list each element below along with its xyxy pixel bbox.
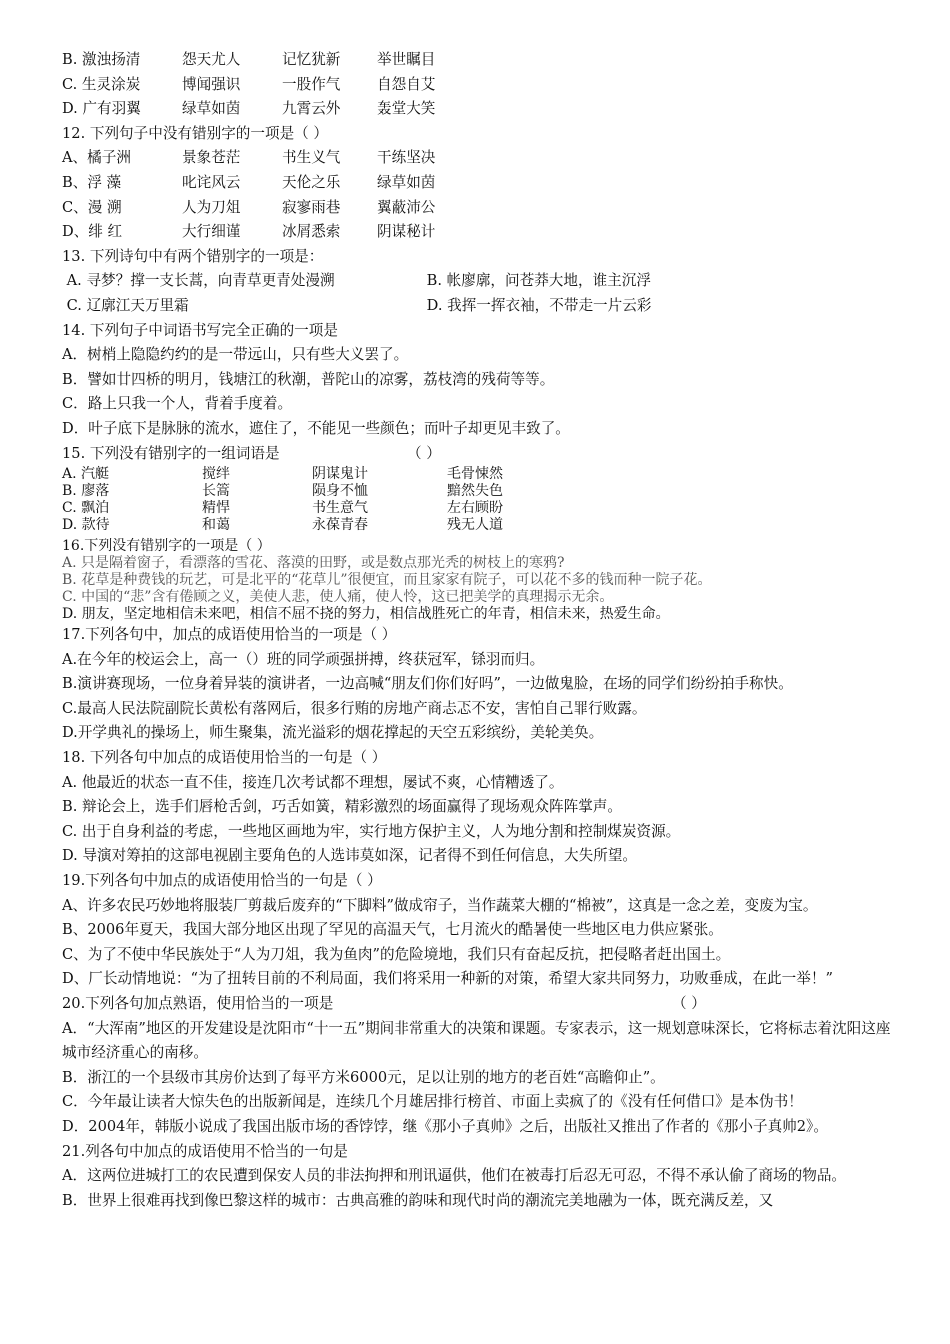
- option-line: B．浙江的一个县级市其房价达到了每平方米6000元，足以让别的地方的老百姓“高瞻仰止”。: [62, 1068, 665, 1086]
- question-12: 12. 下列句子中没有错别字的一项是（ ）: [62, 124, 328, 142]
- option-cell: 天伦之乐: [282, 173, 341, 191]
- question-14: 14. 下列句子中词语书写完全正确的一项是: [62, 321, 338, 339]
- option-cell: 毛骨悚然: [447, 466, 503, 483]
- option-cell: 精悍: [202, 500, 230, 517]
- option-cell: 绿草如茵: [377, 173, 436, 191]
- option-cell: 阴谋秘计: [377, 223, 436, 241]
- option-cell: 干练坚决: [377, 149, 436, 167]
- question-18: 18. 下列各句中加点的成语使用恰当的一句是（ ）: [62, 749, 387, 767]
- q11-options: [62, 48, 892, 122]
- option-row: [62, 48, 892, 73]
- option-cell: 阴谋鬼计: [312, 466, 368, 483]
- option-line: B.演讲赛现场，一位身着异装的演讲者，一边高喊“朋友们你们好吗”，一边做鬼脸，在场的同学们纷纷拍手称快。: [62, 675, 793, 693]
- question-17: 17.下列各句中，加点的成语使用恰当的一项是（ ）: [62, 626, 397, 644]
- option-cell: 黯然失色: [447, 483, 503, 500]
- option-row: [62, 466, 892, 483]
- question-21: 21.列各句中加点的成语使用不恰当的一句是: [62, 1142, 348, 1160]
- option-cell: D、绯 红: [62, 223, 123, 241]
- question-16: 16.下列没有错别字的一项是（ ）: [62, 538, 271, 555]
- option-cell: A. 寻梦？撑一支长蒿，向青草更青处漫溯: [66, 272, 335, 290]
- option-row: [62, 500, 892, 517]
- option-row: [62, 483, 892, 500]
- option-cell: B、浮 藻: [62, 173, 122, 191]
- option-line: A. 他最近的状态一直不佳，接连几次考试都不理想，屡试不爽，心情糟透了。: [62, 773, 564, 791]
- option-cell: 寂寥雨巷: [282, 198, 341, 216]
- option-cell: C. 生灵涂炭: [62, 75, 141, 93]
- option-line: D．叶子底下是脉脉的流水，遮住了，不能见一些颜色；而叶子却更见丰致了。: [62, 419, 570, 437]
- option-cell: A、橘子洲: [62, 149, 131, 167]
- option-row: [62, 171, 892, 196]
- option-cell: 残无人道: [447, 517, 503, 534]
- option-cell: A. 汽艇: [62, 466, 110, 483]
- option-cell: 博闻强识: [182, 75, 241, 93]
- option-cell: 左右顾盼: [447, 500, 503, 517]
- option-cell: 绿草如茵: [182, 100, 241, 118]
- option-line: A. 只是隔着窗子，看漂落的雪花、落漠的田野，或是数点那光秃的树枝上的寒鸦?: [62, 555, 565, 572]
- option-cell: 长篙: [202, 483, 230, 500]
- option-row: [62, 196, 892, 221]
- answer-paren: （ ）: [672, 995, 706, 1012]
- question-text: 15. 下列没有错别字的一组词语是: [62, 444, 280, 462]
- option-cell: 一股作气: [282, 75, 341, 93]
- option-cell: 和蔼: [202, 517, 230, 534]
- option-cell: 九霄云外: [282, 100, 341, 118]
- option-cell: C. 飘泊: [62, 500, 110, 517]
- option-row: [62, 73, 892, 98]
- q12-options: [62, 146, 892, 244]
- option-cell: 搅绊: [202, 466, 230, 483]
- q13-options: [62, 269, 892, 318]
- option-line: C．路上只我一个人，背着手度着。: [62, 395, 293, 413]
- question-15: [62, 442, 892, 467]
- option-cell: C、漫 溯: [62, 198, 122, 216]
- answer-paren: （ ）: [407, 444, 441, 462]
- option-line: A．这两位进城打工的农民遭到保安人员的非法拘押和刑讯逼供，他们在被毒打后忍无可忍，不得不承认偷了商场的物品。: [62, 1167, 847, 1185]
- option-cell: 人为刀俎: [182, 198, 241, 216]
- option-cell: 叱诧风云: [182, 173, 241, 191]
- option-line: C.最高人民法院副院长黄松有落网后，很多行贿的房地产商忐忑不安，害怕自己罪行败露。: [62, 699, 647, 717]
- option-row: [62, 517, 892, 534]
- option-cell: 冰屑悉索: [282, 223, 341, 241]
- option-line: B．譬如廿四桥的明月，钱塘江的秋潮，普陀山的凉雾，荔枝湾的残荷等等。: [62, 370, 555, 388]
- option-cell: D. 我挥一挥衣袖，不带走一片云彩: [426, 296, 652, 314]
- option-line: D.开学典礼的操场上，师生聚集，流光溢彩的烟花撑起的天空五彩缤纷，美轮美奂。: [62, 724, 604, 742]
- option-line: B. 辩论会上，选手们唇枪舌剑，巧舌如簧，精彩激烈的场面赢得了现场观众阵阵掌声。: [62, 798, 622, 816]
- option-cell: D. 款待: [62, 517, 110, 534]
- option-row: [62, 269, 892, 294]
- option-line: B. 花草是种费钱的玩艺，可是北平的“花草儿”很便宜，而且家家有院子，可以花不多的钱而种一院子花。: [62, 572, 712, 589]
- option-cell: 景象苍茫: [182, 149, 241, 167]
- option-cell: 翼蔽沛公: [377, 198, 436, 216]
- option-cell: 自怨自艾: [377, 75, 436, 93]
- option-line: D、厂长动情地说：“为了扭转目前的不利局面，我们将采用一种新的对策，希望大家共同努力，功败垂成，在此一举！”: [62, 970, 833, 988]
- option-cell: B. 帐廖廓，问苍莽大地，谁主沉浮: [426, 272, 651, 290]
- option-cell: B. 廖落: [62, 483, 110, 500]
- option-line: C. 出于自身利益的考虑，一些地区画地为牢，实行地方保护主义，人为地分割和控制煤炭资源。: [62, 822, 681, 840]
- option-line: B、2006年夏天，我国大部分地区出现了罕见的高温天气，七月流火的酷暑使一些地区电力供应紧张。: [62, 921, 723, 939]
- q15-options: [62, 466, 892, 534]
- option-line: D．2004年，韩版小说成了我国出版市场的香饽饽，继《那小子真帅》之后，出版社又推出了作者的《那小子真帅2》。: [62, 1117, 828, 1135]
- option-line: D. 朋友，坚定地相信未来吧，相信不屈不挠的努力，相信战胜死亡的年青，相信未来，热爱生命。: [62, 606, 670, 623]
- option-row: [62, 146, 892, 171]
- option-line: C、为了不使中华民族处于“人为刀俎，我为鱼肉”的危险境地，我们只有奋起反抗，把侵略者赶出国土。: [62, 945, 731, 963]
- option-cell: 书生意气: [312, 500, 368, 517]
- option-line: A．“大浑南”地区的开发建设是沈阳市“十一五”期间非常重大的决策和课题。专家表示，这一规划意味深长，它将标志着沈阳这座城市经济重心的南移。: [62, 1019, 891, 1062]
- option-line: B．世界上很难再找到像巴黎这样的城市：古典高雅的韵味和现代时尚的潮流完美地融为一体，既充满反差，又: [62, 1191, 774, 1209]
- option-cell: D. 广有羽翼: [62, 100, 141, 118]
- option-row: [62, 294, 892, 319]
- question-20: [62, 992, 892, 1017]
- option-cell: 永葆青春: [312, 517, 368, 534]
- option-line: A．树梢上隐隐约约的是一带远山，只有些大义罢了。: [62, 346, 409, 364]
- option-cell: 轰堂大笑: [377, 100, 436, 118]
- option-cell: 举世瞩目: [377, 51, 436, 68]
- option-row: [62, 97, 892, 122]
- option-cell: 记忆犹新: [282, 51, 341, 68]
- option-row: [62, 220, 892, 245]
- question-text: 20.下列各句加点熟语，使用恰当的一项是: [62, 995, 334, 1012]
- option-cell: 怨天尤人: [182, 51, 241, 68]
- option-cell: B. 激浊扬清: [62, 51, 141, 68]
- option-cell: 书生义气: [282, 149, 341, 167]
- option-cell: C. 辽廓江天万里霜: [66, 296, 189, 314]
- option-line: D. 导演对筹拍的这部电视剧主要角色的人选讳莫如深，记者得不到任何信息，大失所望。: [62, 847, 638, 865]
- question-19: 19.下列各句中加点的成语使用恰当的一句是（ ）: [62, 872, 382, 890]
- option-line: A.在今年的校运会上，高一（）班的同学顽强拼搏，终获冠军，铩羽而归。: [62, 650, 545, 668]
- option-line: C. 中国的“悲”含有倦顾之义，美使人悲，使人痛，使人怜，这已把美学的真理揭示无余。: [62, 589, 614, 606]
- option-line: A、许多农民巧妙地将服装厂剪裁后废弃的“下脚料”做成帘子，当作蔬菜大棚的“棉被”，这真是一念之差，变废为宝。: [62, 896, 818, 914]
- option-cell: 大行细谨: [182, 223, 241, 241]
- option-cell: 陨身不恤: [312, 483, 368, 500]
- question-13: 13. 下列诗句中有两个错别字的一项是：: [62, 247, 324, 265]
- option-line: C．今年最让读者大惊失色的出版新闻是，连续几个月雄居排行榜首、市面上卖疯了的《没有任何借口》是本伪书！: [62, 1093, 803, 1111]
- document-page: [62, 48, 892, 1213]
